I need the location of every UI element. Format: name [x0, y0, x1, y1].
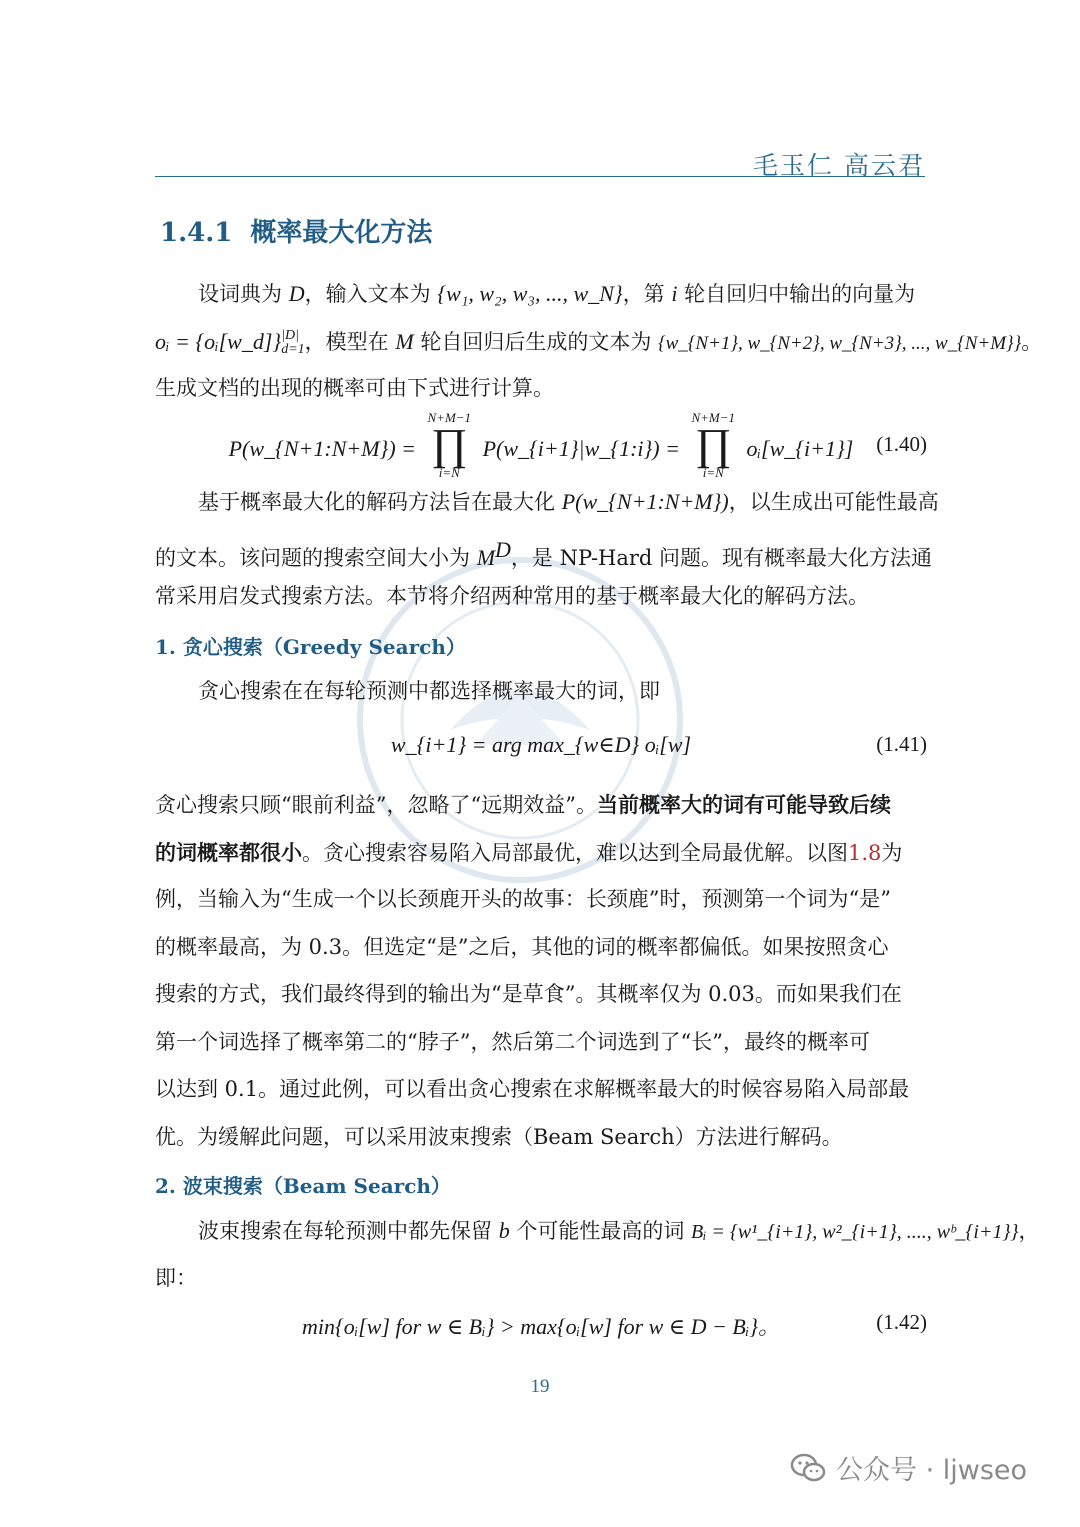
math-i: i [671, 281, 678, 306]
section-number: 1.4.1 [160, 218, 233, 248]
greedy-line-2 [155, 829, 927, 877]
greedy-line-5: 搜索的方式，我们最终得到的输出为“是草食”。其概率仅为 0.03。而如果我们在 [155, 982, 902, 1006]
greedy-intro-line: 贪心搜索在在每轮预测中都选择概率最大的词，即 [198, 679, 660, 703]
text: ，是 NP-Hard 问题。现有概率最大化方法通 [510, 545, 933, 570]
eq-lhs: P(w_{N+1:N+M}) = [228, 436, 417, 462]
para2-line-3: 常采用启发式搜索方法。本节将介绍两种常用的基于概率最大化的解码方法。 [155, 584, 869, 608]
intro-line-3: 生成文档的出现的概率可由下式进行计算。 [155, 376, 554, 400]
header-author: 毛玉仁 高云君 [753, 151, 925, 180]
text: 的文本。该问题的搜索空间大小为 [155, 545, 477, 570]
eq-rhs: oᵢ[w_{i+1}] [746, 436, 854, 462]
equation-tag: (1.40) [876, 432, 927, 456]
emphasis-text: 当前概率大的词有可能导致后续 [596, 792, 891, 817]
math-beam-set: Bᵢ = {w¹_{i+1}, w²_{i+1}, ...., wᵇ_{i+1}} [691, 1221, 1019, 1243]
emphasis-text: 的词概率都很小 [155, 839, 302, 865]
text: ，以生成出可能性最高 [728, 490, 939, 514]
para2-line-1 [155, 478, 939, 526]
greedy-line-4: 的概率最高，为 0.3。但选定“是”之后，其他的词的概率都偏低。如果按照贪心 [155, 934, 889, 959]
intro-paragraph [155, 270, 1043, 413]
math-prob: P(w_{N+1:N+M}) [561, 489, 729, 514]
greedy-search-heading: 1. 贪心搜索（Greedy Search） [155, 635, 466, 659]
figure-ref-link[interactable]: 1.8 [848, 840, 882, 865]
wechat-watermark [790, 1448, 1027, 1487]
text: 为 [881, 840, 903, 865]
text: ， [1018, 1219, 1040, 1243]
text: 设词典为 [198, 282, 289, 306]
product-operator [428, 410, 472, 480]
header-rule [155, 176, 925, 177]
text: 贪心搜索只顾“眼前利益”，忽略了“远期效益”。 [155, 793, 597, 817]
intro-line-1 [155, 270, 927, 318]
math-sub: d=1 [281, 342, 305, 357]
section-title [160, 212, 432, 249]
text: 个可能性最高的词 [509, 1219, 692, 1243]
beam-search-heading: 2. 波束搜索（Beam Search） [155, 1174, 451, 1198]
text: 。贪心搜索容易陷入局部最优，难以达到全局最优解。以图 [302, 840, 848, 865]
math-input-set: {w₁, w₂, w₃, ..., w_N} [437, 281, 623, 306]
beam-line-2: 即： [155, 1265, 197, 1290]
math-M: M [476, 544, 496, 570]
beam-line-1 [155, 1207, 1040, 1255]
math-sup-D: D [495, 536, 511, 562]
prod-symbol: ∏ [695, 420, 732, 469]
equation-1-41 [155, 718, 927, 778]
equation-1-42 [155, 1296, 927, 1356]
wechat-icon [790, 1452, 826, 1484]
text: ，第 [622, 282, 672, 306]
greedy-paragraph [155, 781, 927, 1161]
greedy-line-6: 第一个词选择了概率第二的“脖子”，然后第二个词选到了“长”，最终的概率可 [155, 1029, 870, 1054]
beam-paragraph [155, 1207, 1040, 1302]
eq-mid: P(w_{i+1}|w_{1:i}) = [482, 436, 680, 462]
text: ，输入文本为 [304, 282, 438, 306]
equation-tag: (1.42) [876, 1310, 927, 1334]
greedy-line-7: 以达到 0.1。通过此例，可以看出贪心搜索在求解概率最大的时候容易陷入局部最 [155, 1077, 910, 1101]
text: 基于概率最大化的解码方法旨在最大化 [198, 490, 562, 514]
math-sup: |D| [281, 328, 300, 343]
text: 。 [1021, 329, 1043, 354]
paragraph-2 [155, 478, 939, 621]
equation-tag: (1.41) [876, 732, 927, 756]
greedy-line-8: 优。为缓解此问题，可以采用波束搜索（Beam Search）方法进行解码。 [155, 1124, 843, 1149]
greedy-intro [155, 668, 927, 716]
text: 轮自回归中输出的向量为 [677, 282, 916, 306]
wechat-label: 公众号 · ljwseo [836, 1455, 1028, 1486]
page-number: 19 [530, 1376, 550, 1397]
math-D: D [288, 281, 305, 306]
prod-upper: N+M−1 [691, 410, 736, 425]
math-M: M [395, 328, 414, 354]
math-b: b [498, 1218, 510, 1243]
greedy-line-3: 例，当输入为“生成一个以长颈鹿开头的故事：长颈鹿”时，预测第一个词为“是” [155, 887, 891, 911]
text: 波束搜索在每轮预测中都先保留 [198, 1219, 499, 1243]
math-output-set: {w_{N+1}, w_{N+2}, w_{N+3}, ..., w_{N+M}} [658, 332, 1022, 354]
prod-lower: i=N [702, 465, 724, 480]
product-operator [691, 410, 735, 480]
prod-lower: i=N [438, 465, 460, 480]
text: 轮自回归后生成的文本为 [413, 329, 659, 354]
eq-body: w_{i+1} = arg max_{w∈D} oᵢ[w] [390, 732, 692, 757]
para2-line-2 [155, 526, 933, 574]
prod-upper: N+M−1 [427, 410, 472, 425]
math-oi: oᵢ = {oᵢ[w_d]} [155, 328, 282, 354]
section-title-text: 概率最大化方法 [250, 218, 433, 248]
text: ，模型在 [304, 329, 396, 354]
prod-symbol: ∏ [431, 420, 468, 469]
equation-1-40 [155, 410, 927, 482]
intro-line-2 [155, 318, 1043, 366]
eq-body: min{oᵢ[w] for w ∈ Bᵢ} > max{oᵢ[w] for w ∈ D − Bᵢ}。 [301, 1314, 781, 1339]
greedy-line-1 [155, 781, 927, 829]
